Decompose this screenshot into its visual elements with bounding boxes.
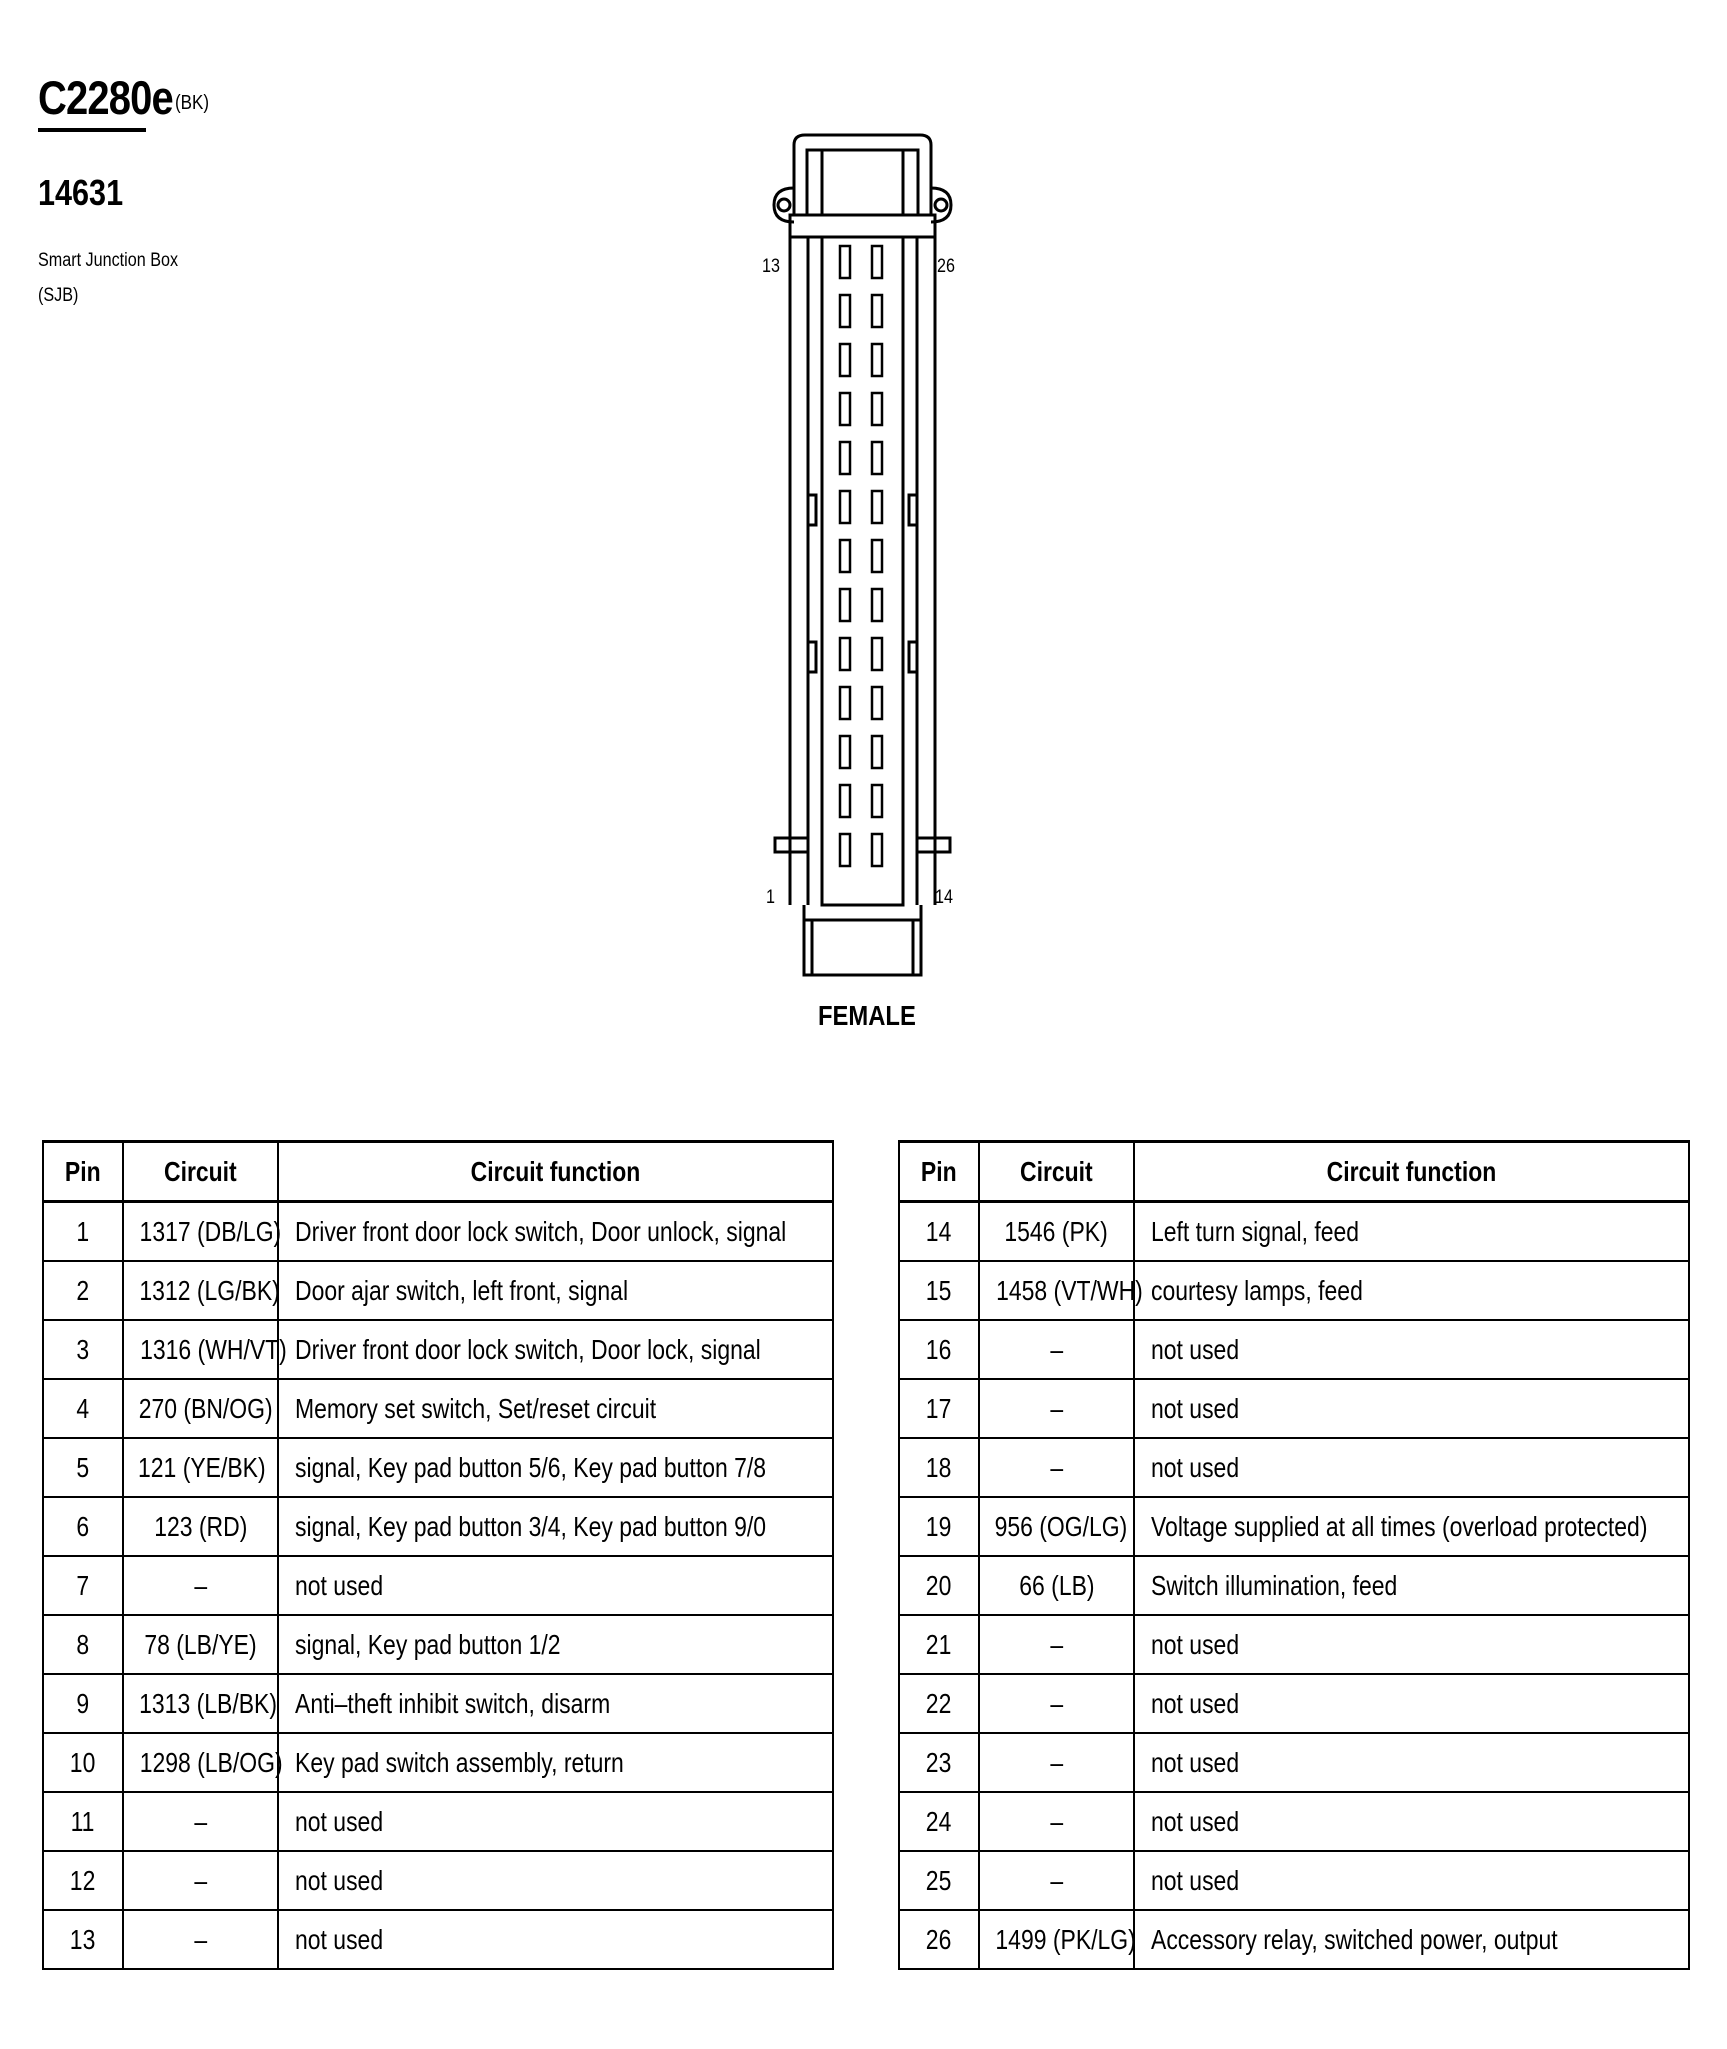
table-row (899, 1320, 1689, 1379)
pin-cavity-6 (840, 589, 850, 621)
pin-cavity-15 (872, 785, 882, 817)
table-row (899, 1261, 1689, 1320)
connector-body-inner (808, 237, 917, 905)
pin-cell: 13 (43, 1910, 123, 1969)
pin-cavity-19 (872, 589, 882, 621)
pin-cavity-10 (840, 393, 850, 425)
pin-cell: 15 (899, 1261, 979, 1320)
connector-body-slot (822, 237, 903, 905)
pin-cell: 14 (899, 1202, 979, 1262)
pin-cell: 3 (43, 1320, 123, 1379)
pin-cavity-22 (872, 442, 882, 474)
pin-cell: 7 (43, 1556, 123, 1615)
table-row (43, 1261, 833, 1320)
connector-id: C2280e (38, 71, 173, 124)
connector-color: (BK) (175, 92, 209, 114)
circuit-cell: – (123, 1556, 278, 1615)
circuit-cell: – (979, 1438, 1134, 1497)
pin-cell: 24 (899, 1792, 979, 1851)
circuit-cell: 66 (LB) (979, 1556, 1134, 1615)
function-cell: not used (278, 1851, 833, 1910)
circuit-cell: – (979, 1379, 1134, 1438)
pin-cavity-3 (840, 736, 850, 768)
pin-cell: 25 (899, 1851, 979, 1910)
connector-base-inner (804, 920, 921, 975)
pin-cell: 9 (43, 1674, 123, 1733)
pin-cavity-17 (872, 687, 882, 719)
table-row (43, 1674, 833, 1733)
table-row (43, 1851, 833, 1910)
function-cell: not used (1134, 1615, 1689, 1674)
pin-cell: 19 (899, 1497, 979, 1556)
connector-left-key-2 (808, 642, 816, 672)
table-row (43, 1379, 833, 1438)
connector-right-key-1 (909, 495, 917, 525)
circuit-cell: – (979, 1615, 1134, 1674)
connector-body-outer (790, 237, 935, 905)
table-row (899, 1438, 1689, 1497)
table-header-row (43, 1142, 833, 1202)
function-cell: Left turn signal, feed (1134, 1202, 1689, 1262)
function-cell: not used (1134, 1792, 1689, 1851)
connector-gender-label: FEMALE (818, 1000, 916, 1031)
connector-top-cap-inner (807, 150, 918, 215)
table-row (899, 1910, 1689, 1969)
circuit-cell: – (123, 1851, 278, 1910)
pin-cavity-24 (872, 344, 882, 376)
connector-left-ear-hole (778, 199, 790, 211)
function-cell: Accessory relay, switched power, output (1134, 1910, 1689, 1969)
circuit-cell: 78 (LB/YE) (123, 1615, 278, 1674)
pin-cavity-18 (872, 638, 882, 670)
function-cell: not used (1134, 1379, 1689, 1438)
pin-cell: 1 (43, 1202, 123, 1262)
table-row (43, 1556, 833, 1615)
pin-cavity-26 (872, 246, 882, 278)
pin-cell: 6 (43, 1497, 123, 1556)
pin-cavity-14 (872, 834, 882, 866)
pin-cavity-5 (840, 638, 850, 670)
pin-cell: 26 (899, 1910, 979, 1969)
table-row (899, 1733, 1689, 1792)
table-row (899, 1379, 1689, 1438)
column-header-function: Circuit function (1134, 1142, 1689, 1202)
pin-cell: 23 (899, 1733, 979, 1792)
pin-cell: 4 (43, 1379, 123, 1438)
function-cell: not used (278, 1792, 833, 1851)
function-cell: Switch illumination, feed (1134, 1556, 1689, 1615)
connector-base (804, 905, 921, 975)
pin-label-13: 13 (762, 256, 780, 277)
pin-cell: 17 (899, 1379, 979, 1438)
component-description: Smart Junction Box (38, 250, 179, 271)
function-cell: not used (1134, 1438, 1689, 1497)
pin-cell: 22 (899, 1674, 979, 1733)
circuit-cell: 1317 (DB/LG) (123, 1202, 278, 1262)
function-cell: Voltage supplied at all times (overload protected) (1134, 1497, 1689, 1556)
function-cell: Driver front door lock switch, Door unlock, signal (278, 1202, 833, 1262)
pin-cavity-4 (840, 687, 850, 719)
pin-cavity-8 (840, 491, 850, 523)
function-cell: not used (1134, 1320, 1689, 1379)
pin-cavity-16 (872, 736, 882, 768)
connector-right-ear-hole (935, 199, 947, 211)
column-header-circuit: Circuit (979, 1142, 1134, 1202)
circuit-cell: 1546 (PK) (979, 1202, 1134, 1262)
circuit-cell: 1313 (LB/BK) (123, 1674, 278, 1733)
table-row (899, 1202, 1689, 1262)
part-number: 14631 (38, 172, 124, 213)
pin-cavity-13 (840, 246, 850, 278)
circuit-cell: 1298 (LB/OG) (123, 1733, 278, 1792)
function-cell: signal, Key pad button 5/6, Key pad button 7/8 (278, 1438, 833, 1497)
circuit-cell: 1312 (LG/BK) (123, 1261, 278, 1320)
circuit-cell: 121 (YE/BK) (123, 1438, 278, 1497)
function-cell: signal, Key pad button 3/4, Key pad button 9/0 (278, 1497, 833, 1556)
pin-label-14: 14 (935, 887, 953, 908)
connector-latch (822, 150, 903, 215)
table-row (43, 1320, 833, 1379)
pin-table-left (42, 1140, 834, 1970)
pin-cavity-9 (840, 442, 850, 474)
function-cell: not used (278, 1910, 833, 1969)
function-cell: not used (278, 1556, 833, 1615)
pin-cell: 2 (43, 1261, 123, 1320)
pin-cavity-20 (872, 540, 882, 572)
connector-collar (790, 215, 935, 237)
circuit-cell: 1316 (WH/VT) (123, 1320, 278, 1379)
function-cell: Anti–theft inhibit switch, disarm (278, 1674, 833, 1733)
pin-cavity-23 (872, 393, 882, 425)
table-row (43, 1615, 833, 1674)
pin-cell: 20 (899, 1556, 979, 1615)
function-cell: Key pad switch assembly, return (278, 1733, 833, 1792)
pin-cavity-7 (840, 540, 850, 572)
table-row (43, 1733, 833, 1792)
circuit-cell: 1499 (PK/LG) (979, 1910, 1134, 1969)
pin-cavity-1 (840, 834, 850, 866)
table-row (43, 1438, 833, 1497)
column-header-function: Circuit function (278, 1142, 833, 1202)
table-row (43, 1792, 833, 1851)
table-row (899, 1497, 1689, 1556)
table-row (899, 1674, 1689, 1733)
table-row (899, 1851, 1689, 1910)
pin-cell: 18 (899, 1438, 979, 1497)
pin-label-26: 26 (937, 256, 955, 277)
circuit-cell: – (979, 1320, 1134, 1379)
table-row (43, 1497, 833, 1556)
pin-cavities (840, 246, 882, 866)
pin-table-right (898, 1140, 1690, 1970)
pin-cell: 8 (43, 1615, 123, 1674)
table-row (43, 1202, 833, 1262)
function-cell: Driver front door lock switch, Door lock, signal (278, 1320, 833, 1379)
table-row (899, 1792, 1689, 1851)
column-header-pin: Pin (43, 1142, 123, 1202)
pin-cell: 11 (43, 1792, 123, 1851)
table-header-row (899, 1142, 1689, 1202)
circuit-cell: 123 (RD) (123, 1497, 278, 1556)
pin-cell: 12 (43, 1851, 123, 1910)
table-row (899, 1615, 1689, 1674)
function-cell: not used (1134, 1733, 1689, 1792)
function-cell: courtesy lamps, feed (1134, 1261, 1689, 1320)
column-header-pin: Pin (899, 1142, 979, 1202)
pin-cavity-12 (840, 295, 850, 327)
table-row (43, 1910, 833, 1969)
circuit-cell: – (979, 1674, 1134, 1733)
table-row (899, 1556, 1689, 1615)
circuit-cell: – (123, 1792, 278, 1851)
pin-cavity-25 (872, 295, 882, 327)
function-cell: not used (1134, 1851, 1689, 1910)
pin-cavity-2 (840, 785, 850, 817)
pin-cavity-21 (872, 491, 882, 523)
function-cell: Door ajar switch, left front, signal (278, 1261, 833, 1320)
pin-cell: 16 (899, 1320, 979, 1379)
connector-left-key-1 (808, 495, 816, 525)
function-cell: Memory set switch, Set/reset circuit (278, 1379, 833, 1438)
circuit-cell: 1458 (VT/WH) (979, 1261, 1134, 1320)
connector-right-key-2 (909, 642, 917, 672)
function-cell: signal, Key pad button 1/2 (278, 1615, 833, 1674)
component-abbreviation: (SJB) (38, 285, 79, 306)
pin-cell: 5 (43, 1438, 123, 1497)
pin-cell: 21 (899, 1615, 979, 1674)
circuit-cell: – (123, 1910, 278, 1969)
pin-cavity-11 (840, 344, 850, 376)
connector-top-cap (794, 135, 931, 215)
circuit-cell: 956 (OG/LG) (979, 1497, 1134, 1556)
circuit-cell: 270 (BN/OG) (123, 1379, 278, 1438)
circuit-cell: – (979, 1851, 1134, 1910)
pin-cell: 10 (43, 1733, 123, 1792)
circuit-cell: – (979, 1733, 1134, 1792)
pin-label-1: 1 (766, 887, 775, 908)
circuit-cell: – (979, 1792, 1134, 1851)
column-header-circuit: Circuit (123, 1142, 278, 1202)
function-cell: not used (1134, 1674, 1689, 1733)
